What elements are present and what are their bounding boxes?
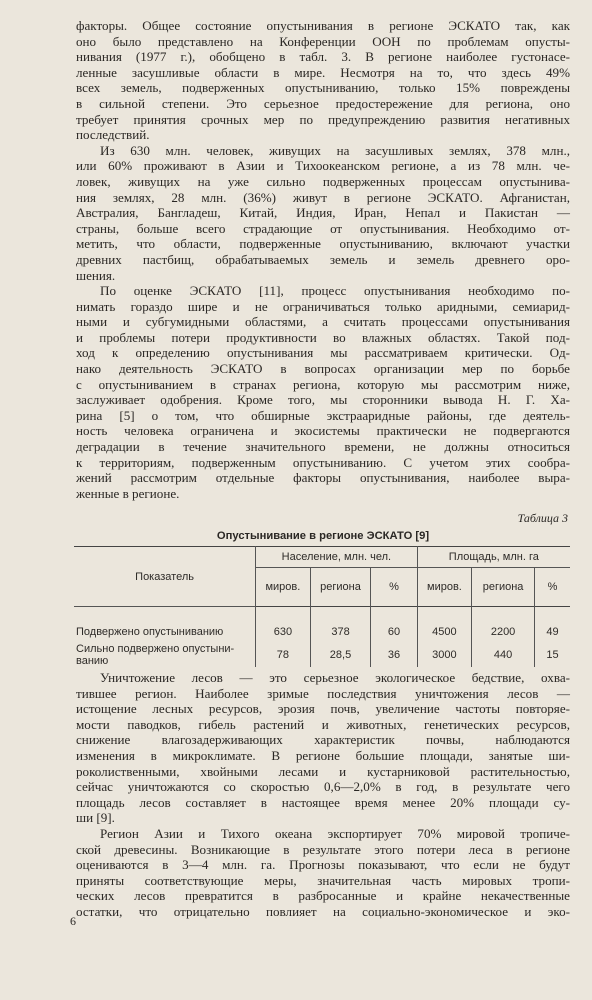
text-line: в сильной степени. Это серьезное предостережение для региона, оно	[76, 95, 570, 111]
table-caption: Таблица 3	[517, 511, 568, 525]
text-line: факторы. Общее состояние опустынивания в регионе ЭСКАТО так, как	[76, 18, 570, 33]
text-line: ловек, живущих на уже сильно подверженных процессам опустынива-	[76, 173, 570, 189]
text-line: Австралия, Бангладеш, Китай, Индия, Иран, Непал и Пакистан —	[76, 205, 570, 221]
text-line: оно было представлено на Конференции ООН по проблемам опусты-	[76, 33, 570, 49]
text-line: снижение влагозадерживающих характеристик почвы, наблюдаются	[76, 732, 570, 748]
cell-area-region: 440	[472, 643, 535, 667]
cell-area-region: 2200	[472, 607, 535, 644]
cell-pop-region: 378	[310, 607, 371, 644]
cell-pop-pct: 60	[371, 607, 417, 644]
text-line: нимать гораздо шире и не ограничиваться только аридными, семиарид-	[76, 298, 570, 314]
cell-pop-region: 28,5	[310, 643, 371, 667]
header-pop-world: миров.	[256, 568, 311, 607]
cell-pop-world: 78	[256, 643, 311, 667]
header-area-region: региона	[472, 568, 535, 607]
text-line: истощение лесных ресурсов, эрозия почв, увеличение частоты повторяе-	[76, 701, 570, 717]
text-line: деградации в течение значительного времени, не должны относиться	[76, 439, 570, 455]
text-line: ность человека ограничена и экосистемы практически не подвергаются	[76, 423, 570, 439]
text-line: или 60% проживают в Азии и Тихоокеанском регионе, а из 78 млн. че-	[76, 158, 570, 174]
text-line: приняты соответствующие меры, значительная часть мировых тропи-	[76, 872, 570, 888]
text-line: жений рассмотрим отдельные факторы опустынивания, наиболее выра-	[76, 470, 570, 486]
text-line: Из 630 млн. человек, живущих на засушливых землях, 378 млн.,	[100, 142, 570, 158]
text-top	[76, 18, 570, 501]
text-line: Регион Азии и Тихого океана экспортирует 70% мировой тропиче-	[100, 825, 570, 841]
text-line: страны, больше всего страдающие от опустынивания. Необходимо от-	[76, 220, 570, 236]
desertification-table	[74, 546, 570, 667]
table-row	[74, 643, 570, 667]
text-line: и проблемы потери продуктивности во влажных областях. Такой под-	[76, 329, 570, 345]
cell-area-world: 4500	[417, 607, 472, 644]
text-line: Уничтожение лесов — это серьезное экологическое бедствие, охва-	[100, 670, 570, 685]
cell-area-pct: 15	[534, 643, 570, 667]
cell-area-world: 3000	[417, 643, 472, 667]
header-pop-percent: %	[371, 568, 417, 607]
text-line: роколиственными, хвойными лесами и кустарниковой растительностью,	[76, 763, 570, 779]
text-line: нивания (1977 г.), обобщено в табл. 3. В регионе наиболее густонасе-	[76, 49, 570, 65]
header-area: Площадь, млн. га	[417, 547, 570, 568]
table-row	[74, 607, 570, 644]
cell-pop-pct: 36	[371, 643, 417, 667]
text-line: ными и субгумидными областями, а считать процессами опустынивания	[76, 314, 570, 330]
header-indicator: Показатель	[74, 547, 256, 607]
cell-area-pct: 49	[534, 607, 570, 644]
text-line: ния землях, 28 млн. (36%) живут в регионе ЭСКАТО. Афганистан,	[76, 189, 570, 205]
row-name: Подвержено опустыниванию	[76, 626, 224, 638]
text-line: остатки, что отрицательно повлияет на социально-экономическое и эко-	[76, 903, 570, 919]
table-title: Опустынивание в регионе ЭСКАТО [9]	[216, 530, 430, 542]
text-bottom	[76, 670, 570, 920]
text-line: ши [9].	[76, 810, 115, 826]
header-pop-region: региона	[310, 568, 371, 607]
header-population: Население, млн. чел.	[256, 547, 418, 568]
text-line: оцениваются в 3—4 млн. га. Прогнозы показывают, что если не будут	[76, 857, 570, 873]
text-line: с опустыниванием в странах региона, которую мы рассмотрим ниже,	[76, 376, 570, 392]
text-line: к территориям, подверженным опустыниванию. С учетом этих сообра-	[76, 454, 570, 470]
text-line: метить, что области, подверженные опустыниванию, включают участки	[76, 236, 570, 252]
text-line: женные в регионе.	[76, 485, 180, 501]
cell-pop-world: 630	[256, 607, 311, 644]
page-number: 6	[70, 914, 76, 928]
text-line: сейчас уничтожаются со скоростью 0,6—2,0% в год, в результате чего	[76, 779, 570, 795]
text-line: мости паводков, гибель растений и животных, генетических ресурсов,	[76, 716, 570, 732]
text-line: всех земель, подверженных опустыниванию, только 15% повреждены	[76, 80, 570, 96]
text-line: ход к определению опустынивания мы рассматриваем критически. Од-	[76, 345, 570, 361]
text-line: ской древесины. Возникающие в результате этого потери леса в регионе	[76, 841, 570, 857]
text-line: тившее регион. Наиболее зримые последствия уничтожения лесов —	[76, 685, 570, 701]
text-line: последствий.	[76, 127, 150, 143]
text-line: ческих лесов превратится в разбросанные и крайне некачественные	[76, 888, 570, 904]
text-line: заслуживает одобрения. Кроме того, мы сторонники вывода Н. Г. Ха-	[76, 392, 570, 408]
text-line: изменения в микроклимате. В регионе большие площади, занятые ши-	[76, 747, 570, 763]
header-area-world: миров.	[417, 568, 472, 607]
text-line: По оценке ЭСКАТО [11], процесс опустынивания необходимо по-	[100, 283, 570, 299]
text-line: ленные засушливые области в мире. Несмотря на то, что здесь 49%	[76, 64, 570, 80]
header-area-percent: %	[534, 568, 570, 607]
text-line: древних пастбищ, обрабатываемых земель и земель древнего оро-	[76, 251, 570, 267]
row-name: Сильно подвержено опустыни-ванию	[76, 643, 235, 667]
text-line: требует принятия срочных мер по предупреждению развития негативных	[76, 111, 570, 127]
text-line: площадь лесов составляет в настоящее время менее 20% площади су-	[76, 794, 570, 810]
text-line: нако деятельность ЭСКАТО в вопросах организации мер по борьбе	[76, 361, 570, 377]
text-line: шения.	[76, 267, 116, 283]
text-line: рина [5] о том, что обширные экстрааридные районы, где деятель-	[76, 407, 570, 423]
